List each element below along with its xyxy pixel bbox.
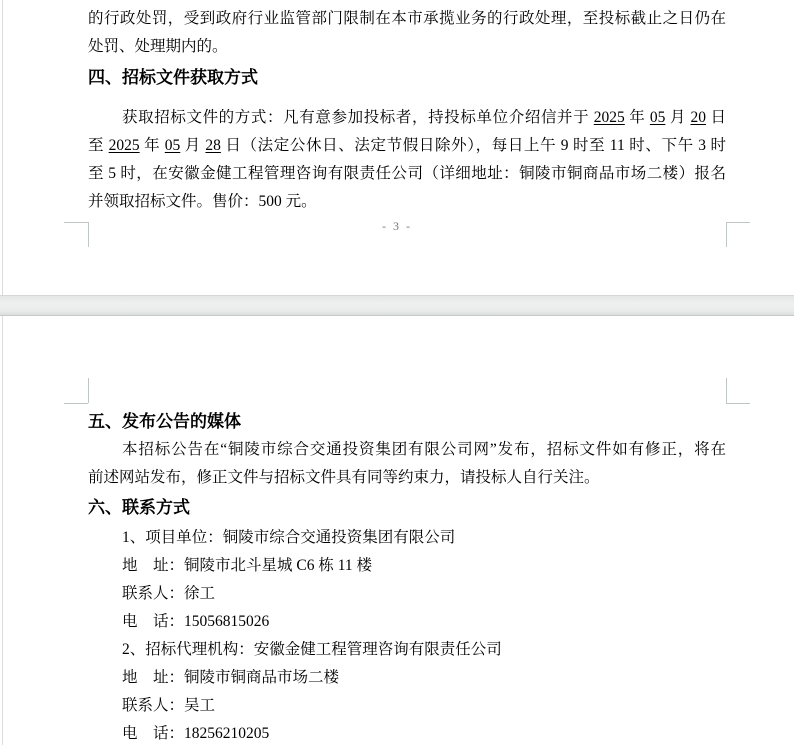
paragraph-line [88, 132, 726, 160]
page-left-edge [2, 316, 3, 745]
paragraph-line: 本招标公告在“铜陵市综合交通投资集团有限公司网”发布，招标文件如有修正，将在 [122, 441, 726, 458]
contact-line-phone: 电 话：18256210205 [122, 725, 270, 742]
paragraph-line: 并领取招标文件。售价：500 元。 [88, 193, 317, 210]
margin-mark-top-left [64, 403, 88, 404]
page-left-edge [2, 0, 3, 295]
paragraph-line [88, 104, 726, 132]
margin-mark-bottom-right [726, 222, 750, 223]
text-run: 获取招标文件的方式：凡有意参加投标者，持投标单位介绍信并于 [122, 109, 594, 126]
margin-mark-bottom-left [88, 222, 89, 247]
text-run: 至 [88, 137, 109, 154]
text-run: 月 [180, 137, 206, 154]
section-heading-4: 四、招标文件获取方式 [88, 68, 258, 87]
margin-mark-bottom-left [64, 222, 88, 223]
underlined-date-day: 20 [690, 109, 706, 126]
contact-line-person: 联系人：吴工 [122, 697, 216, 714]
underlined-date-month: 05 [649, 109, 666, 126]
section-heading-5: 五、发布公告的媒体 [88, 412, 241, 431]
paragraph-line: 至 5 时，在安徽金健工程管理咨询有限责任公司（详细地址：铜陵市铜商品市场二楼）报名 [88, 165, 726, 182]
underlined-date-month: 05 [164, 137, 181, 154]
margin-mark-top-right [726, 403, 750, 404]
underlined-date-year: 2025 [593, 109, 625, 126]
page-number: - 3 - [382, 219, 412, 233]
text-run: 月 [665, 109, 691, 126]
contact-line-agency: 2、招标代理机构：安徽金健工程管理咨询有限责任公司 [122, 641, 502, 658]
margin-mark-bottom-right [726, 222, 727, 247]
margin-mark-top-left [88, 378, 89, 403]
contact-line-person: 联系人：徐工 [122, 585, 216, 602]
text-run: 年 [624, 109, 650, 126]
margin-mark-top-right [726, 378, 727, 403]
contact-line-address: 地 址：铜陵市北斗星城 C6 栋 11 楼 [122, 557, 373, 574]
contact-line-phone: 电 话：15056815026 [122, 613, 270, 630]
text-run: 日 [705, 109, 726, 126]
text-line: 处罚、处理期内的。 [88, 38, 228, 55]
contact-line-address: 地 址：铜陵市铜商品市场二楼 [122, 669, 340, 686]
page-divider [0, 295, 794, 316]
text-run: 日（法定公休日、法定节假日除外），每日上午 9 时至 11 时、下午 3 时 [220, 137, 726, 154]
underlined-date-year: 2025 [108, 137, 140, 154]
underlined-date-day: 28 [205, 137, 221, 154]
text-line: 的行政处罚，受到政府行业监管部门限制在本市承揽业务的行政处理，至投标截止之日仍在 [88, 10, 726, 27]
contact-line-project-unit: 1、项目单位：铜陵市综合交通投资集团有限公司 [122, 529, 456, 546]
section-heading-6: 六、联系方式 [88, 498, 190, 517]
text-run: 年 [139, 137, 165, 154]
paragraph-line: 前述网站发布，修正文件与招标文件具有同等约束力，请投标人自行关注。 [88, 469, 600, 486]
